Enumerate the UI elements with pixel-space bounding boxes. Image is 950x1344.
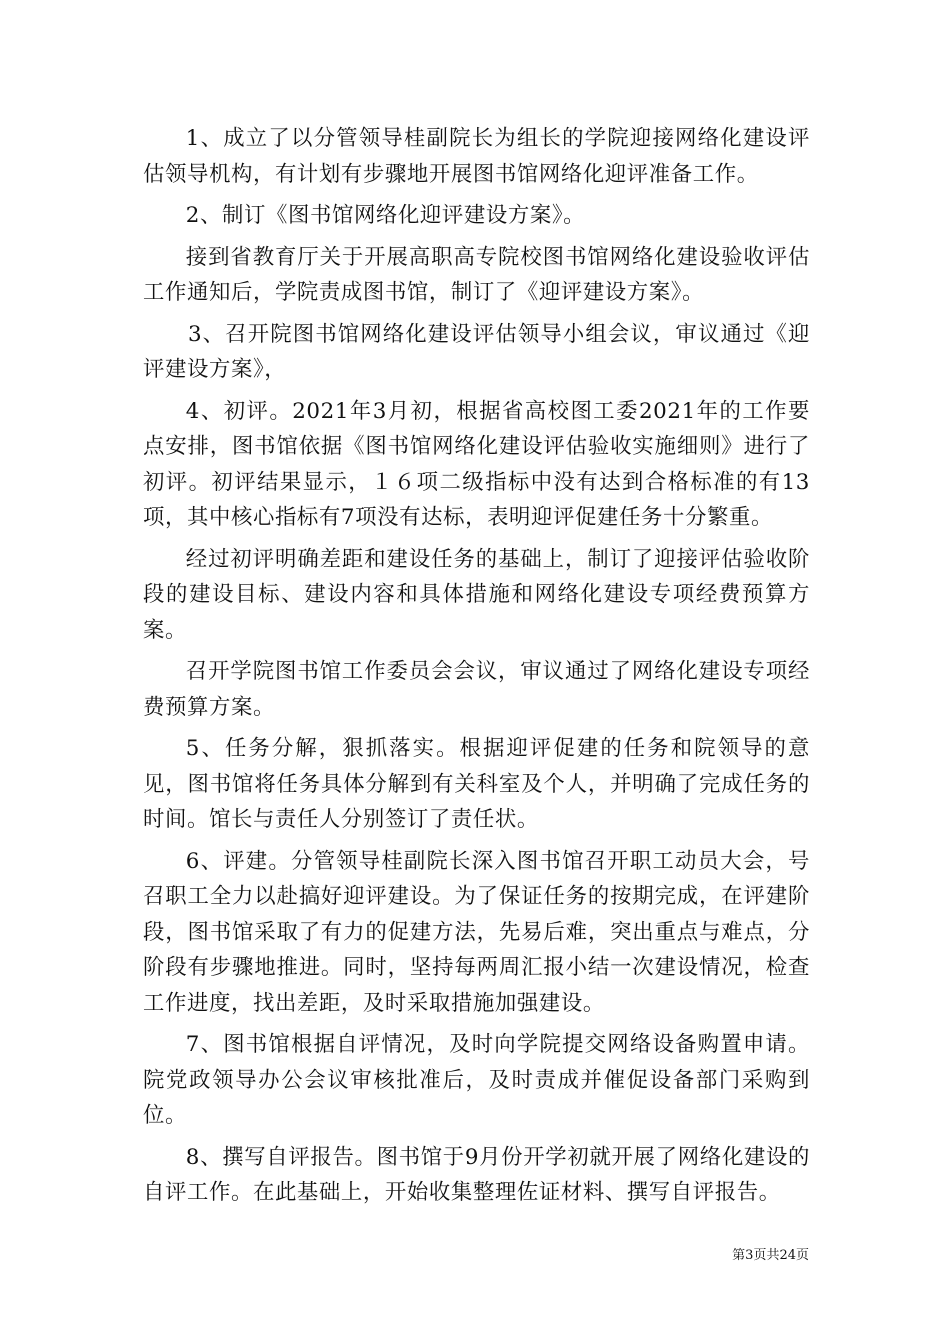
paragraph-2: 2、制订《图书馆网络化迎评建设方案》。 (185, 203, 586, 228)
paragraph-5: 4、初评。2021年3月初，根据省高校图工委2021年的工作要点安排，图书馆依据《图书馆网络化建设评估验收实施细则》进行了初评。初评结果显示，１６项二级指标中没有达到合格标准的有13项，其中核心指标有7项没有达标，表明迎评促建任务十分繁重。 (143, 398, 810, 530)
paragraph-11: 8、撰写自评报告。图书馆于9月份开学初就开展了网络化建设的自评工作。在此基础上，开始收集整理佐证材料、撰写自评报告。 (143, 1144, 810, 1205)
paragraph-10: 7、图书馆根据自评情况，及时向学院提交网络设备购置申请。院党政领导办公会议审核批准后，及时责成并催促设备部门采购到位。 (143, 1032, 810, 1128)
paragraph-6: 经过初评明确差距和建设任务的基础上，制订了迎接评估验收阶段的建设目标、建设内容和具体措施和网络化建设专项经费预算方案。 (143, 546, 810, 643)
paragraph-4: 3、召开院图书馆网络化建设评估领导小组会议，审议通过《迎评建设方案》， (143, 321, 810, 382)
paragraph-9: 6、评建。分管领导桂副院长深入图书馆召开职工动员大会，号召职工全力以赴搞好迎评建设。为了保证任务的按期完成，在评建阶段，图书馆采取了有力的促建方法，先易后难，突出重点与难点，分阶段有步骤地推进。同时，坚持每两周汇报小结一次建设情况，检查工作进度，找出差距，及时采取措施加强建设。 (143, 848, 810, 1016)
page-number-footer: 第3页共24页 (732, 1248, 809, 1263)
paragraph-8: 5、任务分解，狠抓落实。根据迎评促建的任务和院领导的意见，图书馆将任务具体分解到有关科室及个人，并明确了完成任务的时间。馆长与责任人分别签订了责任状。 (143, 736, 810, 832)
paragraph-3: 接到省教育厅关于开展高职高专院校图书馆网络化建设验收评估工作通知后，学院责成图书馆，制订了《迎评建设方案》。 (143, 244, 810, 305)
document-body (143, 121, 810, 1217)
paragraph-7: 召开学院图书馆工作委员会会议，审议通过了网络化建设专项经费预算方案。 (143, 659, 810, 720)
paragraph-1: 1、成立了以分管领导桂副院长为组长的学院迎接网络化建设评估领导机构，有计划有步骤地开展图书馆网络化迎评准备工作。 (143, 126, 810, 187)
